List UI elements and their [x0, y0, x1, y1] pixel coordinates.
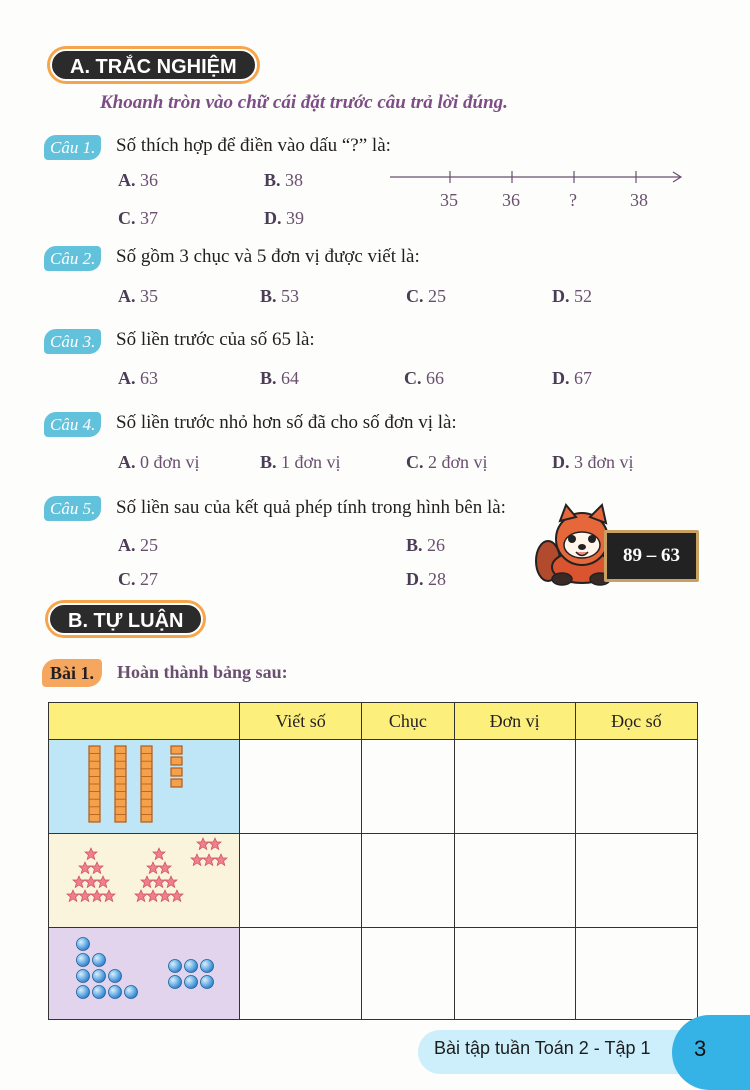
header-don-vi: Đơn vị: [454, 703, 575, 740]
q4-option-a[interactable]: A. 0 đơn vị: [118, 452, 200, 472]
question-3-label: Câu 3.: [44, 329, 101, 354]
q1-option-d[interactable]: D. 39: [264, 208, 304, 228]
number-line-label-4: 38: [630, 190, 648, 210]
q1-option-b[interactable]: B. 38: [264, 170, 304, 190]
question-2-text: Số gồm 3 chục và 5 đơn vị được viết là:: [116, 246, 420, 267]
q5-option-a[interactable]: A. 25: [118, 535, 158, 555]
header-picture: [49, 703, 240, 740]
section-a-title: A. TRẮC NGHIỆM: [50, 49, 257, 81]
number-line: [388, 165, 688, 189]
q4-option-c[interactable]: C. 2 đơn vị: [406, 452, 488, 472]
row-1-viet-so[interactable]: [240, 740, 362, 834]
row-3-viet-so[interactable]: [240, 928, 362, 1020]
row-2-chuc[interactable]: [362, 834, 455, 928]
place-value-table: [48, 702, 698, 1020]
q4-option-b[interactable]: B. 1 đơn vị: [260, 452, 341, 472]
instruction: Khoanh tròn vào chữ cái đặt trước câu trả lời đúng.: [100, 92, 508, 113]
section-a-pill: [47, 46, 260, 84]
row-3-picture: [49, 928, 240, 1020]
q1-option-a[interactable]: A. 36: [118, 170, 158, 190]
q3-option-a[interactable]: A. 63: [118, 368, 158, 388]
question-5-label: Câu 5.: [44, 496, 101, 521]
number-line-label-1: 35: [440, 190, 458, 210]
section-b-title: B. TỰ LUẬN: [48, 603, 203, 635]
question-1-text: Số thích hợp để điền vào dấu “?” là:: [116, 135, 391, 156]
q5-option-d[interactable]: D. 28: [406, 569, 446, 589]
chalkboard: [604, 530, 699, 582]
q2-option-a[interactable]: A. 35: [118, 286, 158, 306]
row-2-picture: [49, 834, 240, 928]
question-4-text: Số liền trước nhỏ hơn số đã cho số đơn vị là:: [116, 412, 457, 433]
page-number-tab: [672, 1015, 750, 1090]
footer-book-title: Bài tập tuần Toán 2 - Tập 1: [434, 1038, 651, 1058]
question-1-label: Câu 1.: [44, 135, 101, 160]
exercise-text: Hoàn thành bảng sau:: [117, 662, 288, 682]
tens-blocks-icon: [49, 740, 239, 828]
row-3-don-vi[interactable]: [454, 928, 575, 1020]
exercise-label: Bài 1.: [42, 659, 102, 687]
row-1-don-vi[interactable]: [454, 740, 575, 834]
row-1-doc-so[interactable]: [575, 740, 697, 834]
question-4-label: Câu 4.: [44, 412, 101, 437]
stars-icon: [49, 834, 239, 922]
table-row: [49, 740, 698, 834]
row-1-picture: [49, 740, 240, 834]
q2-option-d[interactable]: D. 52: [552, 286, 592, 306]
question-5-text: Số liền sau của kết quả phép tính trong hình bên là:: [116, 497, 506, 518]
q5-option-c[interactable]: C. 27: [118, 569, 158, 589]
q2-option-c[interactable]: C. 25: [406, 286, 446, 306]
table-row: [49, 834, 698, 928]
row-3-doc-so[interactable]: [575, 928, 697, 1020]
ten-rod: [89, 746, 100, 822]
q4-option-d[interactable]: D. 3 đơn vị: [552, 452, 634, 472]
question-2-label: Câu 2.: [44, 246, 101, 271]
section-b-pill: [45, 600, 206, 638]
q5-option-b[interactable]: B. 26: [406, 535, 446, 555]
question-3-text: Số liền trước của số 65 là:: [116, 329, 315, 350]
row-3-chuc[interactable]: [362, 928, 455, 1020]
row-2-don-vi[interactable]: [454, 834, 575, 928]
number-line-label-3: ?: [569, 190, 577, 210]
q3-option-d[interactable]: D. 67: [552, 368, 592, 388]
table-row: [49, 928, 698, 1020]
row-1-chuc[interactable]: [362, 740, 455, 834]
header-viet-so: Viết số: [240, 703, 362, 740]
q3-option-b[interactable]: B. 64: [260, 368, 300, 388]
row-2-doc-so[interactable]: [575, 834, 697, 928]
row-2-viet-so[interactable]: [240, 834, 362, 928]
q3-option-c[interactable]: C. 66: [404, 368, 444, 388]
header-chuc: Chục: [362, 703, 455, 740]
page-number: 3: [694, 1036, 707, 1061]
q1-option-c[interactable]: C. 37: [118, 208, 158, 228]
q2-option-b[interactable]: B. 53: [260, 286, 300, 306]
header-doc-so: Đọc số: [575, 703, 697, 740]
balls-icon: [49, 928, 239, 1014]
table-header-row: [49, 703, 698, 740]
chalkboard-expression: 89 – 63: [623, 545, 680, 566]
number-line-label-2: 36: [502, 190, 520, 210]
